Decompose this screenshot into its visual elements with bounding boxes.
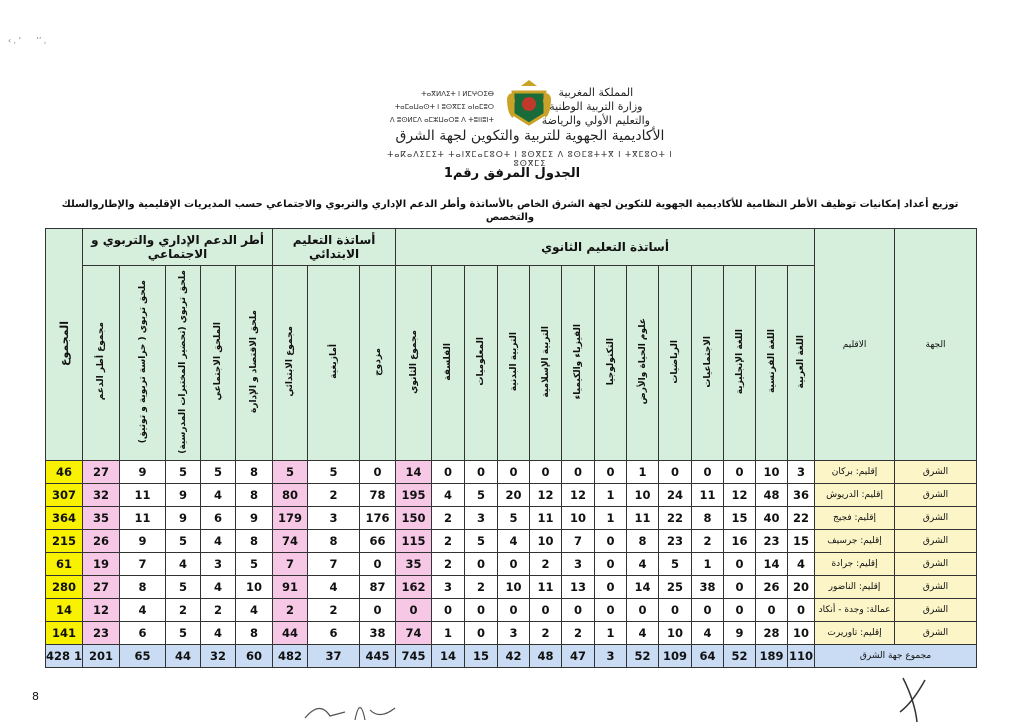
header-label: أمازيغية bbox=[328, 344, 339, 379]
header-label: اللغة العربية bbox=[796, 334, 807, 389]
group-support: أطر الدعم الإداري والتربوي و الاجتماعي bbox=[83, 229, 273, 266]
cell-value: 91 bbox=[273, 576, 308, 599]
cell-value: 11 bbox=[627, 507, 659, 530]
academy-name: الأكاديمية الجهوية للتربية والتكوين لجهة الشرق bbox=[395, 128, 665, 144]
cell-value: 1 bbox=[595, 484, 627, 507]
total-cell: 32 bbox=[201, 645, 236, 668]
cell-value: 10 bbox=[659, 622, 692, 645]
cell-value: 11 bbox=[692, 484, 724, 507]
cell-value: 0 bbox=[498, 461, 530, 484]
cell-value: 3 bbox=[308, 507, 360, 530]
cell-value: 20 bbox=[498, 484, 530, 507]
cell-region: الشرق bbox=[895, 484, 977, 507]
header-label: مجموع الابتدائي bbox=[285, 326, 296, 397]
header-label: مزدوج bbox=[372, 347, 383, 376]
total-cell: 48 bbox=[530, 645, 562, 668]
cell-value: 8 bbox=[236, 622, 273, 645]
cell-value: 0 bbox=[595, 461, 627, 484]
table-row bbox=[46, 553, 977, 576]
cell-value: 10 bbox=[236, 576, 273, 599]
cell-value: 9 bbox=[724, 622, 756, 645]
cell-value: 8 bbox=[627, 530, 659, 553]
cell-value: 3 bbox=[498, 622, 530, 645]
cell-value: 40 bbox=[756, 507, 788, 530]
table-row bbox=[46, 599, 977, 622]
cell-value: 0 bbox=[498, 599, 530, 622]
cell-value: 0 bbox=[756, 599, 788, 622]
cell-value: 2 bbox=[308, 599, 360, 622]
cell-region: الشرق bbox=[895, 553, 977, 576]
cell-value: 9 bbox=[120, 461, 166, 484]
cell-value: 8 bbox=[692, 507, 724, 530]
cell-value: 215 bbox=[46, 530, 83, 553]
cell-value: 32 bbox=[83, 484, 120, 507]
header-province: الاقليم bbox=[815, 229, 895, 461]
cell-province: إقليم: بركان bbox=[815, 461, 895, 484]
cell-value: 2 bbox=[201, 599, 236, 622]
cell-value: 2 bbox=[465, 576, 498, 599]
cell-value: 9 bbox=[166, 484, 201, 507]
cell-value: 5 bbox=[273, 461, 308, 484]
cell-value: 115 bbox=[396, 530, 432, 553]
total-cell: 52 bbox=[724, 645, 756, 668]
header-label: علوم الحياة والأرض bbox=[637, 318, 648, 405]
cell-value: 0 bbox=[595, 576, 627, 599]
header-label: ملحق الاقتصاد و الإدارة bbox=[249, 309, 260, 414]
ministry-line: وزارة التربية الوطنية bbox=[549, 100, 643, 113]
total-cell: 482 bbox=[273, 645, 308, 668]
header-label: ملحق تربوي ( حراسة تربوية و توثيق) bbox=[137, 279, 148, 444]
cell-value: 23 bbox=[659, 530, 692, 553]
header-secondary_cols-2 bbox=[724, 266, 756, 461]
ministry-arabic bbox=[542, 86, 650, 128]
signature-initials bbox=[300, 690, 410, 724]
cell-value: 12 bbox=[562, 484, 595, 507]
cell-value: 4 bbox=[627, 553, 659, 576]
total-cell: 14 bbox=[432, 645, 465, 668]
tifinagh-line: ⴷ ⵓⵙⵍⵎⴷ ⴰⵎⵣⵡⴰⵔⵓ ⴷ ⵜⵓⵏⵏⵓⵏⵜ bbox=[389, 116, 494, 124]
cell-value: 14 bbox=[396, 461, 432, 484]
cell-value: 1 bbox=[595, 622, 627, 645]
cell-value: 27 bbox=[83, 576, 120, 599]
cell-region: الشرق bbox=[895, 461, 977, 484]
cell-value: 4 bbox=[498, 530, 530, 553]
cell-value: 74 bbox=[396, 622, 432, 645]
cell-value: 0 bbox=[498, 553, 530, 576]
cell-value: 3 bbox=[562, 553, 595, 576]
cell-value: 7 bbox=[120, 553, 166, 576]
header-secondary_cols-5 bbox=[627, 266, 659, 461]
cell-value: 66 bbox=[360, 530, 396, 553]
cell-value: 0 bbox=[465, 622, 498, 645]
cell-value: 1 bbox=[692, 553, 724, 576]
cell-value: 0 bbox=[595, 530, 627, 553]
cell-value: 23 bbox=[756, 530, 788, 553]
recruitment-table bbox=[45, 228, 977, 668]
cell-value: 7 bbox=[308, 553, 360, 576]
cell-province: إقليم: تاوريرت bbox=[815, 622, 895, 645]
cell-value: 8 bbox=[236, 530, 273, 553]
table-row bbox=[46, 530, 977, 553]
header-label: الفيزياء والكيمياء bbox=[573, 323, 584, 400]
page-number: 8 bbox=[32, 690, 39, 703]
cell-region: الشرق bbox=[895, 599, 977, 622]
cell-value: 10 bbox=[756, 461, 788, 484]
cell-value: 364 bbox=[46, 507, 83, 530]
cell-province: إقليم: الدريوش bbox=[815, 484, 895, 507]
total-cell: 60 bbox=[236, 645, 273, 668]
table-row bbox=[46, 484, 977, 507]
total-row-label: مجموع جهة الشرق bbox=[815, 645, 977, 668]
cell-value: 87 bbox=[360, 576, 396, 599]
cell-value: 150 bbox=[396, 507, 432, 530]
cell-value: 2 bbox=[432, 507, 465, 530]
cell-value: 5 bbox=[166, 576, 201, 599]
cell-value: 13 bbox=[562, 576, 595, 599]
cell-value: 3 bbox=[201, 553, 236, 576]
cell-value: 0 bbox=[788, 599, 815, 622]
cell-value: 162 bbox=[396, 576, 432, 599]
table-row bbox=[46, 576, 977, 599]
cell-value: 0 bbox=[465, 553, 498, 576]
cell-value: 4 bbox=[692, 622, 724, 645]
header-label: مجموع الثانوي bbox=[408, 329, 419, 394]
cell-value: 0 bbox=[562, 599, 595, 622]
cell-value: 35 bbox=[396, 553, 432, 576]
cell-value: 0 bbox=[724, 599, 756, 622]
cell-value: 4 bbox=[432, 484, 465, 507]
total-cell: 52 bbox=[627, 645, 659, 668]
group-primary: أساتذة التعليم الابتدائي bbox=[273, 229, 396, 266]
cell-value: 12 bbox=[530, 484, 562, 507]
total-cell: 44 bbox=[166, 645, 201, 668]
cell-value: 2 bbox=[530, 622, 562, 645]
cell-value: 1 bbox=[432, 622, 465, 645]
cell-value: 36 bbox=[788, 484, 815, 507]
cell-value: 10 bbox=[498, 576, 530, 599]
cell-value: 307 bbox=[46, 484, 83, 507]
header-secondary_cols-11 bbox=[432, 266, 465, 461]
cell-value: 4 bbox=[201, 530, 236, 553]
cell-value: 9 bbox=[236, 507, 273, 530]
ministry-line: المملكة المغربية bbox=[558, 86, 634, 99]
cell-value: 11 bbox=[120, 484, 166, 507]
tifinagh-line: ⵜⴰⵎⴰⵡⴰⵙⵜ ⵏ ⵓⵙⴳⵎⵉ ⴰⵏⴰⵎⵓⵔ bbox=[394, 103, 494, 111]
cell-value: 4 bbox=[201, 576, 236, 599]
header-label: الملحق الاجتماعي bbox=[213, 322, 224, 401]
cell-value: 0 bbox=[360, 599, 396, 622]
header-label: مجموع أطر الدعم bbox=[96, 322, 107, 401]
cell-value: 5 bbox=[465, 484, 498, 507]
header-label: الاجتماعيات bbox=[702, 335, 713, 388]
cell-value: 4 bbox=[120, 599, 166, 622]
cell-value: 0 bbox=[659, 599, 692, 622]
cell-value: 1 bbox=[595, 507, 627, 530]
ministry-tifinagh bbox=[390, 88, 494, 127]
cell-value: 6 bbox=[308, 622, 360, 645]
header-label: التربية البدنية bbox=[508, 331, 519, 392]
total-cell: 1 428 bbox=[46, 645, 83, 668]
cell-value: 0 bbox=[627, 599, 659, 622]
table-row bbox=[46, 622, 977, 645]
cell-value: 2 bbox=[562, 622, 595, 645]
cell-value: 4 bbox=[201, 484, 236, 507]
cell-value: 0 bbox=[562, 461, 595, 484]
cell-value: 280 bbox=[46, 576, 83, 599]
cell-value: 5 bbox=[166, 461, 201, 484]
scan-marks: ‹ ˌ ʼ ʼʼ ˌ bbox=[8, 36, 47, 45]
cell-value: 2 bbox=[432, 530, 465, 553]
cell-value: 5 bbox=[201, 461, 236, 484]
cell-value: 11 bbox=[120, 507, 166, 530]
cell-region: الشرق bbox=[895, 622, 977, 645]
cell-value: 5 bbox=[498, 507, 530, 530]
cell-value: 4 bbox=[166, 553, 201, 576]
cell-value: 46 bbox=[46, 461, 83, 484]
cell-region: الشرق bbox=[895, 507, 977, 530]
header-primary_cols-1 bbox=[308, 266, 360, 461]
cell-value: 8 bbox=[236, 484, 273, 507]
header-secondary_cols-12 bbox=[396, 266, 432, 461]
cell-value: 15 bbox=[788, 530, 815, 553]
cell-value: 12 bbox=[83, 599, 120, 622]
cell-value: 14 bbox=[46, 599, 83, 622]
cell-value: 61 bbox=[46, 553, 83, 576]
cell-value: 0 bbox=[724, 461, 756, 484]
cell-value: 10 bbox=[562, 507, 595, 530]
total-cell: 64 bbox=[692, 645, 724, 668]
cell-value: 5 bbox=[166, 530, 201, 553]
cell-value: 15 bbox=[724, 507, 756, 530]
header-total bbox=[46, 229, 83, 461]
annex-title: الجدول المرفق رقم1 bbox=[443, 166, 581, 181]
cell-value: 25 bbox=[659, 576, 692, 599]
cell-value: 22 bbox=[659, 507, 692, 530]
ministry-line: والتعليم الأولي والرياضة bbox=[541, 114, 650, 127]
cell-value: 1 bbox=[627, 461, 659, 484]
header-region: الجهة bbox=[895, 229, 977, 461]
total-cell: 110 bbox=[788, 645, 815, 668]
cell-value: 0 bbox=[360, 553, 396, 576]
cell-value: 19 bbox=[83, 553, 120, 576]
cell-value: 38 bbox=[692, 576, 724, 599]
cell-value: 0 bbox=[692, 599, 724, 622]
cell-value: 179 bbox=[273, 507, 308, 530]
cell-value: 0 bbox=[530, 461, 562, 484]
cell-value: 44 bbox=[273, 622, 308, 645]
header-secondary_cols-10 bbox=[465, 266, 498, 461]
cell-value: 141 bbox=[46, 622, 83, 645]
cell-value: 2 bbox=[308, 484, 360, 507]
cell-value: 23 bbox=[83, 622, 120, 645]
cell-value: 28 bbox=[756, 622, 788, 645]
header-secondary_cols-9 bbox=[498, 266, 530, 461]
cell-value: 74 bbox=[273, 530, 308, 553]
header-primary_cols-2 bbox=[273, 266, 308, 461]
header-primary_cols-0 bbox=[360, 266, 396, 461]
header-support_cols-3 bbox=[120, 266, 166, 461]
cell-value: 5 bbox=[465, 530, 498, 553]
total-cell: 445 bbox=[360, 645, 396, 668]
header-support_cols-0 bbox=[236, 266, 273, 461]
header-label: التكنولوجيا bbox=[605, 337, 616, 386]
total-cell: 201 bbox=[83, 645, 120, 668]
total-cell: 47 bbox=[562, 645, 595, 668]
cell-value: 195 bbox=[396, 484, 432, 507]
cell-value: 8 bbox=[236, 461, 273, 484]
cell-region: الشرق bbox=[895, 530, 977, 553]
cell-value: 48 bbox=[756, 484, 788, 507]
header-support_cols-1 bbox=[201, 266, 236, 461]
cell-value: 2 bbox=[530, 553, 562, 576]
tifinagh-line: ⵜⴰⴳⵍⴷⵉⵜ ⵏ ⵍⵎⵖⵔⵉⴱ bbox=[421, 90, 494, 98]
cell-value: 8 bbox=[308, 530, 360, 553]
cell-value: 0 bbox=[465, 461, 498, 484]
cell-province: عمالة: وجدة - أنكاد bbox=[815, 599, 895, 622]
cell-value: 3 bbox=[432, 576, 465, 599]
table-row bbox=[46, 461, 977, 484]
header-label: ملحق تربوي (تحضير المختبرات المدرسية) bbox=[178, 269, 189, 454]
cell-value: 10 bbox=[788, 622, 815, 645]
cell-value: 0 bbox=[396, 599, 432, 622]
total-row bbox=[46, 645, 977, 668]
cell-value: 0 bbox=[360, 461, 396, 484]
cell-value: 16 bbox=[724, 530, 756, 553]
cell-value: 7 bbox=[562, 530, 595, 553]
cell-value: 2 bbox=[166, 599, 201, 622]
cell-province: إقليم: جرسيف bbox=[815, 530, 895, 553]
cell-value: 20 bbox=[788, 576, 815, 599]
header-label: التربية الإسلامية bbox=[540, 325, 551, 398]
cell-value: 80 bbox=[273, 484, 308, 507]
cell-value: 0 bbox=[595, 599, 627, 622]
cell-value: 0 bbox=[432, 599, 465, 622]
cell-value: 78 bbox=[360, 484, 396, 507]
group-secondary: أساتذة التعليم الثانوي bbox=[396, 229, 815, 266]
cell-value: 0 bbox=[659, 461, 692, 484]
header-support_cols-4 bbox=[83, 266, 120, 461]
cell-value: 6 bbox=[120, 622, 166, 645]
header-label: الرياضيات bbox=[670, 339, 681, 384]
cell-value: 14 bbox=[756, 553, 788, 576]
cell-value: 11 bbox=[530, 576, 562, 599]
cell-value: 38 bbox=[360, 622, 396, 645]
total-cell: 3 bbox=[595, 645, 627, 668]
cell-value: 14 bbox=[627, 576, 659, 599]
cell-value: 26 bbox=[83, 530, 120, 553]
cell-value: 3 bbox=[465, 507, 498, 530]
total-cell: 189 bbox=[756, 645, 788, 668]
cell-value: 0 bbox=[724, 576, 756, 599]
header-support_cols-2 bbox=[166, 266, 201, 461]
header-secondary_cols-6 bbox=[595, 266, 627, 461]
cell-value: 0 bbox=[692, 461, 724, 484]
cell-province: إقليم: الناضور bbox=[815, 576, 895, 599]
cell-value: 0 bbox=[724, 553, 756, 576]
cell-value: 8 bbox=[120, 576, 166, 599]
cell-value: 24 bbox=[659, 484, 692, 507]
table-description: توزيع أعداد إمكانيات توظيف الأطر النظامية للأكاديمية الجهوية للتكوين لجهة الشرق الخاص بالأساتذة وأطر الدعم الإداري والتربوي والاجتماعي حسب المديريات الإقليمية والإطاروالسلك والتخصص bbox=[61, 199, 959, 223]
academy-name-tifinagh: ⵜⴰⴽⴰⴷⵉⵎⵉⵜ ⵜⴰⵏⴳⵎⴰⵎⵓⵔⵜ ⵏ ⵓⵙⴳⵎⵉ ⴷ ⵓⵙⵎⵓⵜⵜⴳ ⵏ ⵜⴳⵎⵓⵔⵜ ⵏ ⵓⵙⴳⵎⵉ bbox=[387, 150, 673, 168]
table-row bbox=[46, 507, 977, 530]
header-label: المعلوميات bbox=[476, 337, 487, 386]
cell-value: 4 bbox=[788, 553, 815, 576]
header-secondary_cols-4 bbox=[659, 266, 692, 461]
header-secondary_cols-7 bbox=[562, 266, 595, 461]
cell-value: 10 bbox=[530, 530, 562, 553]
cell-value: 5 bbox=[236, 553, 273, 576]
cell-value: 2 bbox=[692, 530, 724, 553]
total-cell: 745 bbox=[396, 645, 432, 668]
cell-value: 9 bbox=[120, 530, 166, 553]
cell-value: 176 bbox=[360, 507, 396, 530]
cell-value: 11 bbox=[530, 507, 562, 530]
cell-value: 0 bbox=[595, 553, 627, 576]
cell-value: 7 bbox=[273, 553, 308, 576]
cell-value: 0 bbox=[530, 599, 562, 622]
total-cell: 37 bbox=[308, 645, 360, 668]
header-secondary_cols-8 bbox=[530, 266, 562, 461]
cell-value: 3 bbox=[788, 461, 815, 484]
header-secondary_cols-0 bbox=[788, 266, 815, 461]
header-label: اللغة الإنجليزية bbox=[734, 328, 745, 395]
cell-value: 12 bbox=[724, 484, 756, 507]
total-cell: 109 bbox=[659, 645, 692, 668]
cell-value: 5 bbox=[308, 461, 360, 484]
cell-value: 0 bbox=[465, 599, 498, 622]
cell-value: 22 bbox=[788, 507, 815, 530]
cell-value: 10 bbox=[627, 484, 659, 507]
cell-value: 4 bbox=[201, 622, 236, 645]
cell-value: 2 bbox=[273, 599, 308, 622]
cell-value: 4 bbox=[236, 599, 273, 622]
cell-value: 4 bbox=[627, 622, 659, 645]
cell-region: الشرق bbox=[895, 576, 977, 599]
total-cell: 42 bbox=[498, 645, 530, 668]
cell-value: 6 bbox=[201, 507, 236, 530]
cell-value: 5 bbox=[659, 553, 692, 576]
cell-value: 2 bbox=[432, 553, 465, 576]
cell-province: إقليم: فجيج bbox=[815, 507, 895, 530]
cell-value: 0 bbox=[432, 461, 465, 484]
header-secondary_cols-3 bbox=[692, 266, 724, 461]
total-cell: 15 bbox=[465, 645, 498, 668]
signature-mark bbox=[895, 672, 935, 724]
cell-value: 26 bbox=[756, 576, 788, 599]
cell-value: 27 bbox=[83, 461, 120, 484]
cell-value: 35 bbox=[83, 507, 120, 530]
header-label: الفلسفة bbox=[443, 342, 454, 381]
header-label: اللغة الفرنسية bbox=[766, 329, 777, 394]
header-secondary_cols-1 bbox=[756, 266, 788, 461]
cell-province: إقليم: جرادة bbox=[815, 553, 895, 576]
cell-value: 9 bbox=[166, 507, 201, 530]
header-total-label: المجموع bbox=[57, 320, 71, 366]
cell-value: 4 bbox=[308, 576, 360, 599]
cell-value: 5 bbox=[166, 622, 201, 645]
total-cell: 65 bbox=[120, 645, 166, 668]
